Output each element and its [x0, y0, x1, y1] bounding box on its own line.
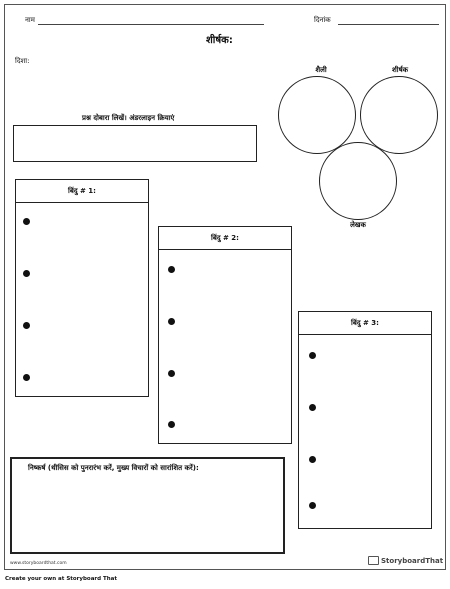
- bullet: [168, 266, 175, 273]
- name-label: नाम: [25, 16, 35, 24]
- create-own-link[interactable]: Create your own at Storyboard That: [5, 576, 117, 582]
- conclusion-prompt: निष्कर्ष (थीसिस को पुनरारंभ करें, मुख्य विचारों को सारांशित करें):: [28, 464, 199, 472]
- venn-label-genre: शैली: [315, 66, 327, 74]
- bullet: [309, 456, 316, 463]
- date-line[interactable]: [338, 24, 439, 25]
- venn-circle-author: [319, 142, 397, 220]
- venn-circle-title: [360, 76, 438, 154]
- venn-label-author: लेखक: [350, 221, 366, 229]
- question-prompt: प्रश्न दोबारा लिखें। अंडरलाइन क्रियाएं: [82, 114, 175, 122]
- point-1-title: बिंदु # 1:: [16, 180, 148, 203]
- page-title: शीर्षक:: [206, 35, 233, 46]
- direction-label: दिशा:: [15, 57, 30, 65]
- name-line[interactable]: [38, 24, 264, 25]
- bullet: [309, 502, 316, 509]
- conclusion-box[interactable]: [10, 457, 285, 554]
- point-3-box[interactable]: [298, 311, 432, 529]
- bullet: [168, 421, 175, 428]
- storyboardthat-logo: [368, 556, 443, 565]
- bullet: [309, 404, 316, 411]
- date-label: दिनांक: [314, 16, 331, 24]
- footer-site: www.storyboardthat.com: [10, 561, 67, 566]
- bullet: [168, 370, 175, 377]
- point-1-box[interactable]: [15, 179, 149, 397]
- logo-text: StoryboardThat: [381, 556, 444, 565]
- question-box[interactable]: [13, 125, 257, 162]
- storyboard-icon: [368, 556, 379, 565]
- point-2-box[interactable]: [158, 226, 292, 444]
- venn-circle-genre: [278, 76, 356, 154]
- bullet: [23, 374, 30, 381]
- bullet: [309, 352, 316, 359]
- bullet: [23, 218, 30, 225]
- point-2-title: बिंदु # 2:: [159, 227, 291, 250]
- bullet: [23, 270, 30, 277]
- bullet: [23, 322, 30, 329]
- bullet: [168, 318, 175, 325]
- point-3-title: बिंदु # 3:: [299, 312, 431, 335]
- venn-label-title: शीर्षक: [392, 66, 408, 74]
